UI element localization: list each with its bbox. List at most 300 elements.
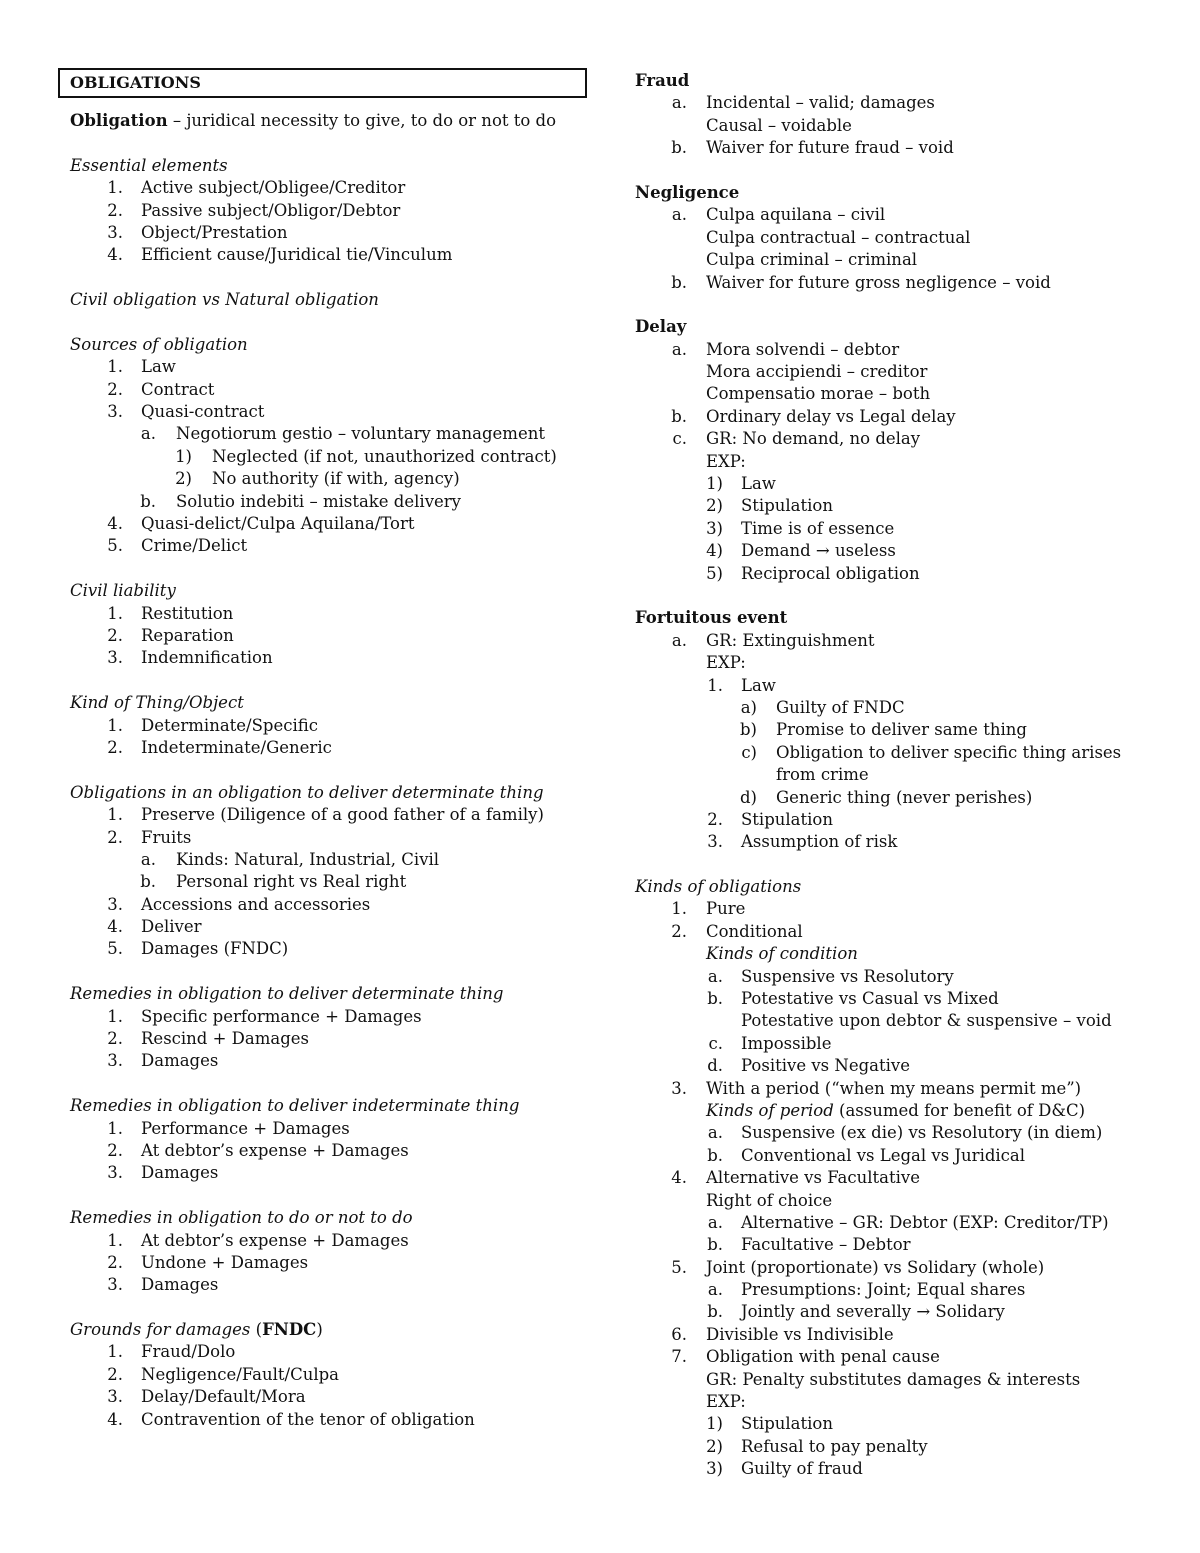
list-item-text: Potestative vs Casual vs Mixed xyxy=(741,989,999,1009)
list-marker: 1) xyxy=(706,474,723,494)
list-marker: 1. xyxy=(107,1230,123,1250)
list-item xyxy=(635,1122,1155,1144)
section-title xyxy=(58,782,586,804)
list-marker: 1. xyxy=(107,1118,123,1138)
list-item xyxy=(635,1413,1155,1435)
list-marker: 1. xyxy=(107,178,123,198)
list-marker: 3. xyxy=(107,894,123,914)
list-item xyxy=(58,894,586,916)
list-item xyxy=(58,491,586,513)
section-title-text: Delay xyxy=(635,317,687,337)
section-title-text: Fortuitous event xyxy=(635,608,788,628)
section-title-text: Civil obligation vs Natural obligation xyxy=(70,290,379,310)
list-item xyxy=(58,1252,586,1274)
list-item xyxy=(58,1006,586,1028)
section-title xyxy=(58,1095,586,1117)
list-marker: 3. xyxy=(107,1051,123,1071)
list-marker: b. xyxy=(140,491,156,511)
list-item xyxy=(635,1078,1155,1100)
list-item-text: Suspensive vs Resolutory xyxy=(741,966,954,986)
list-item-text: Guilty of fraud xyxy=(741,1459,863,1479)
list-marker: 3. xyxy=(107,1387,123,1407)
list-marker: 4. xyxy=(107,1409,123,1429)
list-item xyxy=(635,675,1155,697)
list-item-text: Assumption of risk xyxy=(741,832,898,852)
list-item-text: Generic thing (never perishes) xyxy=(776,787,1033,807)
list-item-text: Active subject/Obligee/Creditor xyxy=(141,178,406,198)
list-item xyxy=(635,943,1155,965)
list-item xyxy=(58,401,586,423)
list-item-text: Conventional vs Legal vs Juridical xyxy=(741,1145,1026,1165)
list-item xyxy=(635,428,1155,450)
list-item xyxy=(635,1234,1155,1256)
list-item xyxy=(58,1140,586,1162)
list-item xyxy=(635,1145,1155,1167)
list-item-text: Incidental – valid; damages xyxy=(706,93,935,113)
list-item-text: Stipulation xyxy=(741,1414,833,1434)
list-marker: 3. xyxy=(107,648,123,668)
list-item-text: Demand → useless xyxy=(741,541,896,561)
list-item-text: Culpa aquilana – civil xyxy=(706,205,886,225)
list-marker: a. xyxy=(140,424,156,444)
list-item xyxy=(58,535,586,557)
list-item-text: Quasi-delict/Culpa Aquilana/Tort xyxy=(141,514,415,534)
section-title-text: Kinds of obligations xyxy=(635,877,802,897)
list-item xyxy=(635,1301,1155,1323)
list-marker: 5. xyxy=(107,939,123,959)
list-item xyxy=(635,719,1155,741)
section-title-text: Remedies in obligation to deliver determinate thing xyxy=(70,984,504,1004)
spacer xyxy=(58,759,586,781)
list-item-text: Performance + Damages xyxy=(141,1118,350,1138)
list-marker: 1. xyxy=(671,899,687,919)
list-marker: 1. xyxy=(707,675,723,695)
list-item xyxy=(58,468,586,490)
list-item-text: Stipulation xyxy=(741,809,833,829)
section-title xyxy=(635,876,1155,898)
list-marker: 1. xyxy=(107,1342,123,1362)
definition-line xyxy=(58,110,586,132)
list-item-text: Neglected (if not, unauthorized contract) xyxy=(212,446,557,466)
list-marker: c. xyxy=(708,1033,723,1053)
list-item-text: Impossible xyxy=(741,1033,832,1053)
list-marker: 2. xyxy=(107,625,123,645)
page-title: OBLIGATIONS xyxy=(58,68,587,98)
list-item xyxy=(635,1324,1155,1346)
list-item-text: Divisible vs Indivisible xyxy=(706,1324,894,1344)
list-marker: 3. xyxy=(707,832,723,852)
list-marker: a. xyxy=(707,1123,723,1143)
list-item xyxy=(635,764,1155,786)
list-item xyxy=(635,115,1155,137)
list-item xyxy=(635,227,1155,249)
list-item-text: Negotiorum gestio – voluntary management xyxy=(176,424,545,444)
spacer xyxy=(58,558,586,580)
list-item-text: Obligation with penal cause xyxy=(706,1347,940,1367)
list-item xyxy=(635,1257,1155,1279)
list-item-text: Waiver for future fraud – void xyxy=(706,138,954,158)
section-title-text: Kind of Thing/Object xyxy=(70,693,244,713)
list-item-text: Presumptions: Joint; Equal shares xyxy=(741,1280,1026,1300)
list-item-text: Indeterminate/Generic xyxy=(141,737,332,757)
list-item xyxy=(58,1028,586,1050)
list-item-text: Kinds of condition xyxy=(706,944,858,964)
section-title-text: Remedies in obligation to deliver indeterminate thing xyxy=(70,1096,520,1116)
list-item-text: Contract xyxy=(141,379,215,399)
list-marker: 2. xyxy=(107,1364,123,1384)
spacer xyxy=(58,132,586,154)
list-item-text: Passive subject/Obligor/Debtor xyxy=(141,200,401,220)
list-marker: 2) xyxy=(706,496,723,516)
section-suffix: ( xyxy=(250,1320,263,1340)
list-item xyxy=(635,921,1155,943)
list-item-text: Damages xyxy=(141,1051,219,1071)
list-item xyxy=(635,1190,1155,1212)
list-item-text: Efficient cause/Juridical tie/Vinculum xyxy=(141,245,453,265)
list-item-text: With a period (“when my means permit me”) xyxy=(706,1078,1082,1098)
list-item-text: Time is of essence xyxy=(741,518,895,538)
list-item xyxy=(58,804,586,826)
list-item-text: Negligence/Fault/Culpa xyxy=(141,1364,340,1384)
list-marker: 1) xyxy=(175,446,192,466)
list-item-text: Fruits xyxy=(141,827,192,847)
list-marker: b. xyxy=(707,1145,723,1165)
list-marker: a) xyxy=(740,697,757,717)
list-marker: 2) xyxy=(706,1436,723,1456)
list-item xyxy=(635,406,1155,428)
list-item xyxy=(635,1100,1155,1122)
list-item xyxy=(58,1409,586,1431)
section-title xyxy=(58,289,586,311)
section-heading xyxy=(635,316,1155,338)
list-item-text: Facultative – Debtor xyxy=(741,1235,911,1255)
list-marker: 2. xyxy=(107,737,123,757)
list-marker: 3. xyxy=(107,402,123,422)
list-item-text: Ordinary delay vs Legal delay xyxy=(706,406,956,426)
list-marker: 3. xyxy=(107,1275,123,1295)
list-item-text: Contravention of the tenor of obligation xyxy=(141,1409,475,1429)
spacer xyxy=(58,312,586,334)
spacer xyxy=(58,670,586,692)
list-marker: a. xyxy=(707,1212,723,1232)
section-title xyxy=(58,983,586,1005)
list-item-text: Deliver xyxy=(141,917,202,937)
list-item-text: Joint (proportionate) vs Solidary (whole) xyxy=(706,1257,1045,1277)
list-item xyxy=(635,1436,1155,1458)
list-item xyxy=(635,1033,1155,1055)
list-marker: 2) xyxy=(175,469,192,489)
section-title-text: Essential elements xyxy=(70,155,228,175)
list-marker: 4) xyxy=(706,541,723,561)
list-item-text: Damages xyxy=(141,1275,219,1295)
list-item xyxy=(635,137,1155,159)
list-item xyxy=(58,1162,586,1184)
section-title-text: Obligations in an obligation to deliver determinate thing xyxy=(70,782,544,802)
list-item-text: Preserve (Diligence of a good father of a family) xyxy=(141,805,544,825)
section-title-text: Civil liability xyxy=(70,581,176,601)
spacer xyxy=(58,961,586,983)
list-marker: b. xyxy=(707,1235,723,1255)
list-marker: 1. xyxy=(107,715,123,735)
list-marker: 5. xyxy=(671,1257,687,1277)
right-outline xyxy=(635,70,1155,1481)
list-item xyxy=(635,92,1155,114)
list-item xyxy=(58,446,586,468)
list-item-text: Delay/Default/Mora xyxy=(141,1387,306,1407)
list-item-text: Crime/Delict xyxy=(141,536,248,556)
list-item-text: Law xyxy=(741,474,776,494)
list-item-text: Kinds of period xyxy=(706,1100,834,1120)
list-item-text: Conditional xyxy=(706,921,803,941)
list-item-text: EXP: xyxy=(706,653,746,673)
list-item xyxy=(635,473,1155,495)
list-item-text: Promise to deliver same thing xyxy=(776,720,1027,740)
list-item xyxy=(58,715,586,737)
list-item xyxy=(58,737,586,759)
list-item-text: Damages xyxy=(141,1163,219,1183)
list-marker: 4. xyxy=(107,514,123,534)
list-marker: a. xyxy=(140,849,156,869)
section-title-text: Negligence xyxy=(635,182,740,202)
list-item xyxy=(58,849,586,871)
list-item xyxy=(635,249,1155,271)
list-item xyxy=(58,1274,586,1296)
list-item xyxy=(635,630,1155,652)
list-marker: 6. xyxy=(671,1324,687,1344)
list-item-text: Alternative – GR: Debtor (EXP: Creditor/TP) xyxy=(741,1212,1109,1232)
list-item-text: Mora solvendi – debtor xyxy=(706,339,900,359)
list-marker: b. xyxy=(671,138,687,158)
list-marker: 3) xyxy=(706,518,723,538)
list-marker: 2. xyxy=(107,1252,123,1272)
list-item xyxy=(58,1341,586,1363)
list-item-text: EXP: xyxy=(706,1392,746,1412)
left-column xyxy=(58,68,586,1431)
list-item xyxy=(58,177,586,199)
list-marker: 5. xyxy=(107,536,123,556)
list-item xyxy=(635,361,1155,383)
list-marker: 4. xyxy=(671,1168,687,1188)
list-item-text: Potestative upon debtor & suspensive – void xyxy=(741,1011,1112,1031)
section-title-text: Grounds for damages xyxy=(70,1320,251,1340)
spacer xyxy=(635,160,1155,182)
list-item-text: Law xyxy=(141,357,176,377)
list-item-text: Law xyxy=(741,675,776,695)
list-marker: 3. xyxy=(107,1163,123,1183)
list-item-text: Alternative vs Facultative xyxy=(706,1168,920,1188)
list-item xyxy=(635,451,1155,473)
list-item xyxy=(58,356,586,378)
list-item xyxy=(635,1212,1155,1234)
list-item xyxy=(58,423,586,445)
list-item xyxy=(58,1118,586,1140)
list-marker: a. xyxy=(671,630,687,650)
list-item-text: GR: Penalty substitutes damages & interests xyxy=(706,1369,1081,1389)
list-item-text: Fraud/Dolo xyxy=(141,1342,236,1362)
list-item-text: Stipulation xyxy=(741,496,833,516)
list-item xyxy=(58,513,586,535)
list-item-text: Mora accipiendi – creditor xyxy=(706,362,928,382)
list-marker: a. xyxy=(671,339,687,359)
list-marker: 2. xyxy=(107,1140,123,1160)
list-item xyxy=(58,938,586,960)
list-marker: 4. xyxy=(107,917,123,937)
list-item xyxy=(635,652,1155,674)
definition-text: – juridical necessity to give, to do or not to do xyxy=(167,111,557,130)
list-marker: d. xyxy=(707,1056,723,1076)
section-suffix: ) xyxy=(316,1320,323,1340)
list-marker: 2. xyxy=(107,1029,123,1049)
definition-term: Obligation xyxy=(70,111,168,130)
list-marker: 2. xyxy=(707,809,723,829)
list-item-text: Reparation xyxy=(141,625,234,645)
spacer xyxy=(635,854,1155,876)
list-item xyxy=(635,339,1155,361)
list-item xyxy=(58,647,586,669)
list-item-text: Rescind + Damages xyxy=(141,1029,310,1049)
list-item-text: Reciprocal obligation xyxy=(741,563,920,583)
list-item-text: Guilty of FNDC xyxy=(776,697,905,717)
list-item xyxy=(635,787,1155,809)
list-item xyxy=(58,1050,586,1072)
list-marker: c. xyxy=(672,429,687,449)
list-item xyxy=(58,916,586,938)
list-item xyxy=(58,244,586,266)
list-item xyxy=(58,1386,586,1408)
list-item xyxy=(635,1279,1155,1301)
list-item-text: Suspensive (ex die) vs Resolutory (in diem) xyxy=(741,1123,1103,1143)
list-item-text: GR: No demand, no delay xyxy=(706,429,921,449)
section-title-text: Sources of obligation xyxy=(70,334,248,354)
list-item-text: Restitution xyxy=(141,603,234,623)
list-item xyxy=(635,1055,1155,1077)
list-item-text: Undone + Damages xyxy=(141,1252,309,1272)
list-item-text: At debtor’s expense + Damages xyxy=(141,1230,409,1250)
list-item-text: Refusal to pay penalty xyxy=(741,1436,928,1456)
list-item xyxy=(635,518,1155,540)
list-marker: 7. xyxy=(671,1347,687,1367)
list-item-text: No authority (if with, agency) xyxy=(212,469,460,489)
list-item-text: GR: Extinguishment xyxy=(706,630,875,650)
spacer xyxy=(58,1073,586,1095)
list-item-text: Solutio indebiti – mistake delivery xyxy=(176,491,461,511)
list-item xyxy=(635,204,1155,226)
list-item-text: Damages (FNDC) xyxy=(141,939,289,959)
list-item-text: EXP: xyxy=(706,451,746,471)
list-marker: b. xyxy=(671,272,687,292)
spacer xyxy=(635,585,1155,607)
list-item-text: Quasi-contract xyxy=(141,402,265,422)
left-outline xyxy=(58,155,586,1431)
list-item xyxy=(635,383,1155,405)
list-item xyxy=(635,697,1155,719)
right-column xyxy=(635,70,1155,1481)
section-title xyxy=(58,580,586,602)
spacer xyxy=(58,267,586,289)
list-item xyxy=(635,540,1155,562)
list-marker: 2. xyxy=(107,827,123,847)
list-item xyxy=(635,1346,1155,1368)
list-marker: 2. xyxy=(107,200,123,220)
section-suffix: FNDC xyxy=(262,1320,317,1340)
list-marker: 5) xyxy=(706,563,723,583)
section-title xyxy=(58,155,586,177)
list-marker: 1. xyxy=(107,603,123,623)
spacer xyxy=(635,294,1155,316)
list-item xyxy=(635,1391,1155,1413)
spacer xyxy=(58,1185,586,1207)
list-marker: 1) xyxy=(706,1414,723,1434)
list-item-text: Positive vs Negative xyxy=(741,1056,910,1076)
list-item-text: Culpa criminal – criminal xyxy=(706,250,918,270)
section-heading xyxy=(635,607,1155,629)
list-item-text: Compensatio morae – both xyxy=(706,384,931,404)
list-item-text: Pure xyxy=(706,899,746,919)
list-marker: 1. xyxy=(107,1006,123,1026)
list-item xyxy=(635,1369,1155,1391)
list-marker: b) xyxy=(740,720,757,740)
list-marker: c) xyxy=(741,742,757,762)
section-title xyxy=(58,334,586,356)
list-item xyxy=(58,379,586,401)
list-item xyxy=(58,871,586,893)
list-marker: d) xyxy=(740,787,757,807)
list-item xyxy=(58,222,586,244)
list-item xyxy=(635,563,1155,585)
list-item-text: Jointly and severally → Solidary xyxy=(741,1302,1005,1322)
list-item-text: Indemnification xyxy=(141,648,273,668)
list-item-text: Accessions and accessories xyxy=(141,894,371,914)
list-item-text: Object/Prestation xyxy=(141,222,288,242)
list-item-text: Personal right vs Real right xyxy=(176,872,407,892)
list-item xyxy=(58,603,586,625)
list-item-text: Causal – voidable xyxy=(706,115,852,135)
list-item-text: Determinate/Specific xyxy=(141,715,319,735)
list-marker: 2. xyxy=(107,379,123,399)
list-item-text-rest: (assumed for benefit of D&C) xyxy=(833,1100,1086,1120)
list-item xyxy=(635,831,1155,853)
list-item xyxy=(635,742,1155,764)
list-item-text: Kinds: Natural, Industrial, Civil xyxy=(176,849,440,869)
list-item xyxy=(635,988,1155,1010)
section-title-text: Remedies in obligation to do or not to do xyxy=(70,1208,413,1228)
list-item-text: Obligation to deliver specific thing arises xyxy=(776,742,1122,762)
list-marker: 3. xyxy=(107,222,123,242)
section-title xyxy=(58,1319,586,1341)
list-marker: a. xyxy=(671,93,687,113)
list-item xyxy=(58,1364,586,1386)
list-marker: b. xyxy=(140,872,156,892)
list-item xyxy=(635,966,1155,988)
list-item xyxy=(635,1167,1155,1189)
section-heading xyxy=(635,182,1155,204)
list-item-text: from crime xyxy=(776,765,869,785)
list-item xyxy=(635,272,1155,294)
list-item-text: Right of choice xyxy=(706,1190,833,1210)
list-item xyxy=(58,200,586,222)
list-item xyxy=(58,625,586,647)
list-item xyxy=(635,1010,1155,1032)
list-item xyxy=(635,809,1155,831)
section-title xyxy=(58,692,586,714)
section-title-text: Fraud xyxy=(635,71,690,90)
list-marker: 3) xyxy=(706,1459,723,1479)
section-title xyxy=(58,1207,586,1229)
list-marker: a. xyxy=(671,205,687,225)
list-marker: 3. xyxy=(671,1078,687,1098)
spacer xyxy=(58,1297,586,1319)
list-marker: b. xyxy=(707,1302,723,1322)
